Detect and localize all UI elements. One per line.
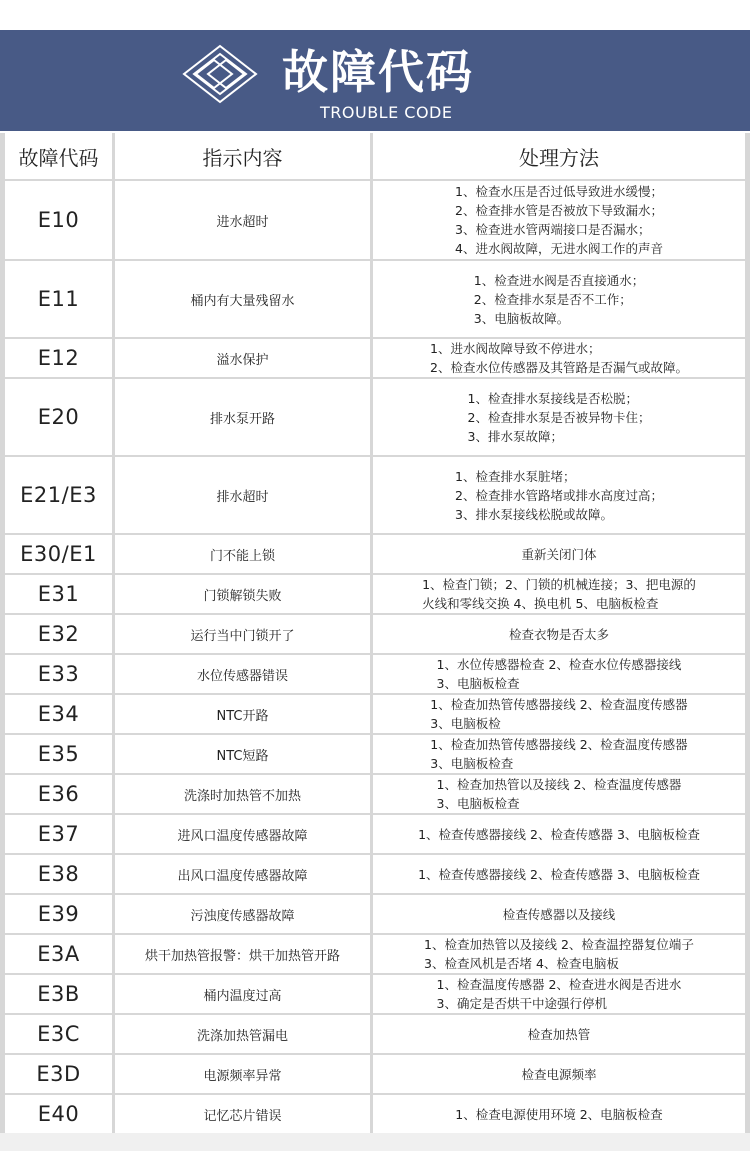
fix-steps [429, 655, 690, 693]
fix-line: 3、电脑板检查 [436, 676, 520, 691]
table-row [0, 735, 750, 775]
trouble-code-table [0, 133, 750, 1133]
error-message: 记忆芯片错误 [115, 1095, 370, 1133]
fix-line: 检查电源频率 [521, 1066, 597, 1082]
error-code: E31 [5, 575, 112, 613]
fix-line: 3、电脑板检查 [436, 796, 520, 811]
table-row [0, 339, 750, 379]
fix-cell [373, 975, 745, 1013]
error-message: 排水泵开路 [115, 379, 370, 455]
error-code: E11 [5, 261, 112, 337]
fix-cell [373, 575, 745, 613]
fix-steps [422, 339, 696, 377]
error-code: E37 [5, 815, 112, 853]
title-banner [0, 30, 750, 131]
error-message: 电源频率异常 [115, 1055, 370, 1093]
fix-cell [373, 339, 745, 377]
table-row [0, 935, 750, 975]
fix-cell [373, 1055, 745, 1093]
error-message: NTC短路 [115, 735, 370, 773]
error-code: E35 [5, 735, 112, 773]
fix-steps [501, 625, 617, 644]
fix-steps [460, 389, 659, 446]
error-code: E34 [5, 695, 112, 733]
fix-line: 2、检查排水管是否被放下导致漏水； [455, 203, 663, 218]
fix-cell [373, 535, 745, 573]
fix-steps [422, 735, 695, 773]
fix-line: 4、进水阀故障，无进水阀工作的声音 [455, 241, 663, 256]
fix-cell [373, 815, 745, 853]
error-code: E12 [5, 339, 112, 377]
table-row [0, 261, 750, 339]
fix-steps [447, 1105, 670, 1124]
fix-line: 检查衣物是否太多 [508, 626, 609, 642]
error-message: 门锁解锁失败 [115, 575, 370, 613]
error-code: E3D [5, 1055, 112, 1093]
table-row [0, 655, 750, 695]
fix-line: 1、检查加热管传感器接线 2、检查温度传感器 [430, 697, 688, 712]
fix-line: 2、检查排水泵是否不工作； [473, 291, 632, 307]
table-row [0, 181, 750, 261]
error-message: 出风口温度传感器故障 [115, 855, 370, 893]
error-code: E30/E1 [5, 535, 112, 573]
table-row [0, 535, 750, 575]
error-code: E39 [5, 895, 112, 933]
error-message: 排水超时 [115, 457, 370, 533]
fix-cell [373, 379, 745, 455]
fix-cell [373, 1095, 745, 1133]
error-code: E21/E3 [5, 457, 112, 533]
fix-line: 检查传感器以及接线 [502, 906, 616, 922]
fix-line: 3、确定是否烘干中途强行停机 [436, 996, 608, 1011]
fix-line: 1、检查水压是否过低导致进水缓慢； [455, 184, 663, 199]
table-row [0, 775, 750, 815]
error-code: E20 [5, 379, 112, 455]
fix-cell [373, 457, 745, 533]
fix-steps [410, 825, 708, 844]
footer-strip [0, 1133, 750, 1151]
table-row [0, 1015, 750, 1055]
fix-line: 1、检查温度传感器 2、检查进水阀是否进水 [436, 977, 682, 992]
fix-steps [513, 1065, 604, 1084]
table-row [0, 575, 750, 615]
table-row [0, 457, 750, 535]
error-code: E3C [5, 1015, 112, 1053]
fix-steps [447, 182, 671, 258]
fix-line: 3、检查进水管两端接口是否漏水； [455, 222, 651, 237]
fix-steps [429, 775, 690, 813]
fix-line: 3、电脑板检 [430, 716, 501, 731]
table-header-row [0, 133, 750, 181]
fix-line: 1、检查加热管以及接线 2、检查温度传感器 [436, 777, 682, 792]
fix-steps [447, 467, 671, 524]
fix-cell [373, 895, 745, 933]
fix-line: 2、检查排水泵是否被异物卡住； [467, 409, 651, 425]
fix-cell [373, 655, 745, 693]
nested-diamond-icon [180, 44, 260, 104]
fix-line: 1、检查进水阀是否直接通水； [473, 272, 645, 288]
fix-steps [513, 545, 604, 564]
error-message: 洗涤加热管漏电 [115, 1015, 370, 1053]
fix-cell [373, 775, 745, 813]
fix-cell [373, 615, 745, 653]
error-code: E10 [5, 181, 112, 259]
error-message: 污浊度传感器故障 [115, 895, 370, 933]
error-message: 运行当中门锁开了 [115, 615, 370, 653]
table-row [0, 615, 750, 655]
header-fix: 处理方法 [373, 133, 745, 179]
error-message: 桶内有大量残留水 [115, 261, 370, 337]
error-code: E3B [5, 975, 112, 1013]
fix-steps [429, 975, 690, 1013]
fix-steps [416, 935, 702, 973]
fix-cell [373, 855, 745, 893]
table-row [0, 379, 750, 457]
fix-line: 1、进水阀故障导致不停进水； [430, 341, 601, 356]
error-code: E3A [5, 935, 112, 973]
error-message: NTC开路 [115, 695, 370, 733]
fix-cell [373, 181, 745, 259]
error-code: E38 [5, 855, 112, 893]
fix-cell [373, 935, 745, 973]
header-message: 指示内容 [115, 133, 370, 179]
table-row [0, 975, 750, 1015]
error-code: E32 [5, 615, 112, 653]
fix-line: 3、检查风机是否堵 4、检查电脑板 [424, 956, 619, 971]
error-message: 门不能上锁 [115, 535, 370, 573]
table-row [0, 1095, 750, 1135]
error-code: E40 [5, 1095, 112, 1133]
fix-line: 火线和零线交换 4、换电机 5、电脑板检查 [422, 596, 659, 611]
header-code: 故障代码 [5, 133, 112, 179]
fix-line: 1、检查加热管以及接线 2、检查温控器复位端子 [424, 937, 694, 952]
fix-line: 2、检查水位传感器及其管路是否漏气或故障。 [430, 360, 688, 375]
fix-line: 3、排水泵故障； [467, 428, 563, 444]
table-row [0, 695, 750, 735]
fix-line: 重新关闭门体 [521, 546, 597, 562]
fix-line: 1、检查传感器接线 2、检查传感器 3、电脑板检查 [418, 866, 700, 882]
error-message: 烘干加热管报警：烘干加热管开路 [115, 935, 370, 973]
fix-line: 1、检查加热管传感器接线 2、检查温度传感器 [430, 737, 688, 752]
table-row [0, 1055, 750, 1095]
fix-line: 3、电脑板检查 [430, 756, 514, 771]
error-message: 进水超时 [115, 181, 370, 259]
error-message: 溢水保护 [115, 339, 370, 377]
fix-line: 1、检查排水泵脏堵； [455, 468, 576, 484]
fix-steps [422, 695, 695, 733]
fix-steps [495, 905, 624, 924]
fix-steps [520, 1025, 599, 1044]
fix-line: 检查加热管 [527, 1026, 591, 1042]
error-message: 水位传感器错误 [115, 655, 370, 693]
fix-cell [373, 1015, 745, 1053]
fix-cell [373, 261, 745, 337]
fix-line: 1、检查传感器接线 2、检查传感器 3、电脑板检查 [418, 826, 700, 842]
table-row [0, 815, 750, 855]
error-code: E33 [5, 655, 112, 693]
page-title: 故障代码 [282, 45, 474, 99]
fix-line: 1、检查电源使用环境 2、电脑板检查 [455, 1106, 663, 1122]
error-message: 洗涤时加热管不加热 [115, 775, 370, 813]
fix-line: 1、检查门锁；2、门锁的机械连接；3、把电源的 [422, 577, 696, 592]
error-message: 进风口温度传感器故障 [115, 815, 370, 853]
fix-cell [373, 695, 745, 733]
fix-line: 1、水位传感器检查 2、检查水位传感器接线 [436, 657, 682, 672]
fix-steps [414, 575, 704, 613]
error-code: E36 [5, 775, 112, 813]
fix-steps [410, 865, 708, 884]
page-subtitle: TROUBLE CODE [320, 103, 453, 122]
fix-cell [373, 735, 745, 773]
error-message: 桶内温度过高 [115, 975, 370, 1013]
fix-line: 3、电脑板故障。 [473, 310, 570, 326]
table-row [0, 895, 750, 935]
fix-steps [466, 271, 652, 328]
fix-line: 2、检查排水管路堵或排水高度过高； [455, 487, 663, 503]
fix-line: 3、排水泵接线松脱或故障。 [455, 506, 613, 522]
fix-line: 1、检查排水泵接线是否松脱； [467, 390, 638, 406]
table-row [0, 855, 750, 895]
